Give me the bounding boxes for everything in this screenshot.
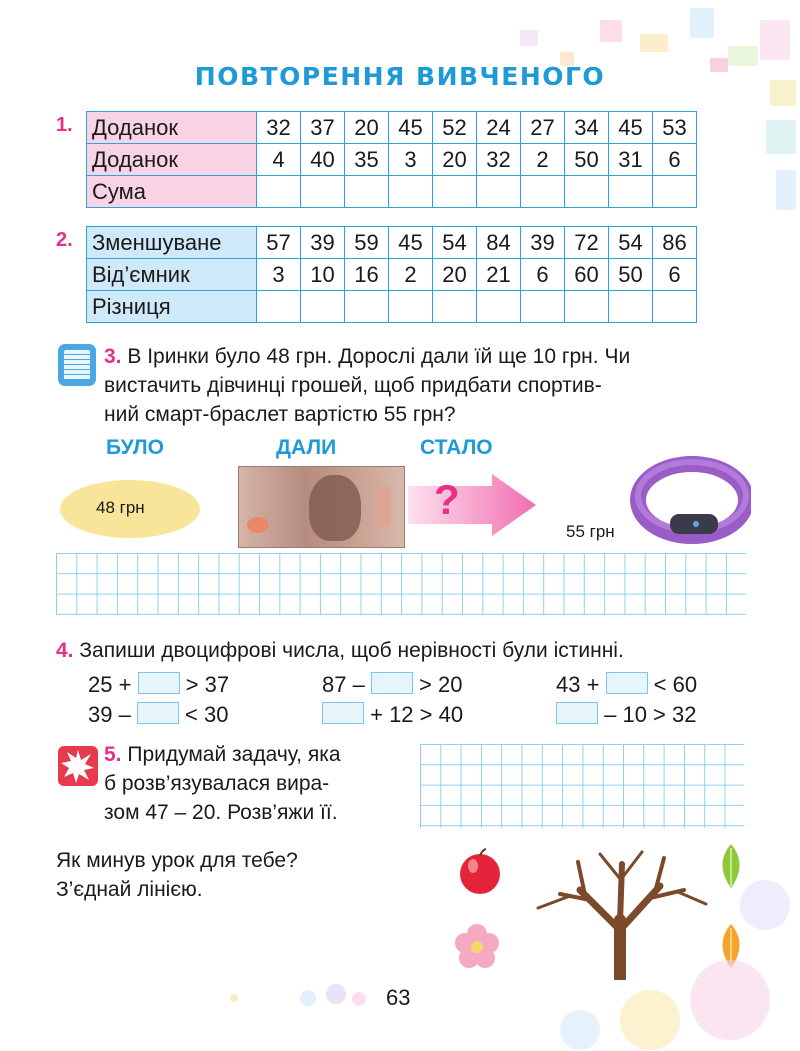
answer-cell[interactable] (257, 176, 301, 208)
table-cell: 86 (653, 227, 697, 259)
table-cell: 34 (565, 112, 609, 144)
table-cell: 24 (477, 112, 521, 144)
inequality-4: 39 – < 30 (88, 702, 229, 727)
flower-icon[interactable] (452, 922, 502, 972)
table-cell: 10 (301, 259, 345, 291)
label-became: СТАЛО (420, 436, 493, 459)
table-cell: 20 (345, 112, 389, 144)
inequality-2: 87 – > 20 (322, 672, 463, 697)
table-cell: 3 (389, 144, 433, 176)
smart-bracelet-image (626, 456, 751, 546)
table-cell: 45 (609, 112, 653, 144)
answer-cell[interactable] (653, 176, 697, 208)
table-cell: 45 (389, 227, 433, 259)
answer-cell[interactable] (653, 291, 697, 323)
green-leaf-icon[interactable] (714, 842, 748, 892)
answer-grid-task5[interactable] (420, 744, 744, 828)
table-cell: 6 (521, 259, 565, 291)
table-cell: 6 (653, 259, 697, 291)
answer-cell[interactable] (389, 176, 433, 208)
table-cell: 2 (389, 259, 433, 291)
task3-number: 3. (104, 345, 122, 368)
task2-number: 2. (56, 229, 73, 251)
table-cell: 32 (477, 144, 521, 176)
star-icon (58, 746, 98, 786)
addition-table (86, 111, 697, 208)
tree-icon[interactable] (530, 850, 710, 980)
price-label: 55 грн (566, 522, 615, 541)
table-cell: 60 (565, 259, 609, 291)
task3-text (104, 342, 754, 429)
label-given: ДАЛИ (276, 436, 337, 459)
table-cell: 39 (521, 227, 565, 259)
task5-text (104, 740, 404, 827)
amount-was-oval (60, 480, 200, 538)
answer-cell[interactable] (521, 291, 565, 323)
row-header: Зменшуване (87, 227, 257, 259)
table-cell: 20 (433, 259, 477, 291)
answer-cell[interactable] (433, 291, 477, 323)
apple-icon[interactable] (456, 846, 506, 896)
answer-cell[interactable] (565, 176, 609, 208)
task4-number: 4. (56, 639, 74, 662)
answer-cell[interactable] (301, 176, 345, 208)
table-row (87, 112, 697, 144)
table-cell: 37 (301, 112, 345, 144)
label-was: БУЛО (106, 436, 164, 459)
task5-number: 5. (104, 743, 122, 766)
row-header: Сума (87, 176, 257, 208)
table-cell: 3 (257, 259, 301, 291)
answer-box[interactable] (138, 672, 180, 694)
table-cell: 50 (565, 144, 609, 176)
page-title: ПОВТОРЕННЯ ВИВЧЕНОГО (194, 62, 606, 91)
answer-box[interactable] (137, 702, 179, 724)
inequality-5: + 12 > 40 (322, 702, 463, 728)
task3-line2: вистачить дівчинці грошей, щоб придбати спортив- (104, 374, 602, 397)
task1-number: 1. (56, 114, 73, 136)
question-mark: ? (434, 476, 460, 523)
task3-line3: ний смарт-браслет вартістю 55 грн? (104, 403, 456, 426)
table-row (87, 176, 697, 208)
reflection-text (56, 846, 298, 904)
answer-cell[interactable] (301, 291, 345, 323)
page-number: 63 (386, 985, 411, 1010)
subtraction-table (86, 226, 697, 323)
answer-cell[interactable] (433, 176, 477, 208)
table-cell: 32 (257, 112, 301, 144)
answer-cell[interactable] (477, 176, 521, 208)
row-header: Доданок (87, 144, 257, 176)
answer-cell[interactable] (345, 176, 389, 208)
answer-box[interactable] (371, 672, 413, 694)
table-cell: 84 (477, 227, 521, 259)
notebook-icon (58, 344, 96, 386)
row-header: Різниця (87, 291, 257, 323)
answer-cell[interactable] (389, 291, 433, 323)
table-row (87, 144, 697, 176)
amount-was: 48 грн (96, 498, 145, 517)
table-cell: 27 (521, 112, 565, 144)
table-cell: 53 (653, 112, 697, 144)
table-cell: 21 (477, 259, 521, 291)
task5-line1: Придумай задачу, яка (121, 743, 341, 766)
table-cell: 54 (433, 227, 477, 259)
table-cell: 2 (521, 144, 565, 176)
table-cell: 4 (257, 144, 301, 176)
reflection-line2: З’єднай лінією. (56, 878, 203, 901)
inequality-3: 43 + < 60 (556, 672, 698, 697)
table-cell: 35 (345, 144, 389, 176)
answer-box[interactable] (322, 702, 364, 724)
task3-line1: В Іринки було 48 грн. Дорослі дали їй ще 10 грн. Чи (121, 345, 631, 368)
table-cell: 52 (433, 112, 477, 144)
banknote-image (238, 466, 405, 548)
table-cell: 20 (433, 144, 477, 176)
answer-cell[interactable] (609, 291, 653, 323)
table-cell: 16 (345, 259, 389, 291)
table-cell: 31 (609, 144, 653, 176)
inequality-6: – 10 > 32 (556, 702, 696, 728)
inequality-1: 25 + > 37 (88, 672, 230, 697)
row-header: Від’ємник (87, 259, 257, 291)
table-cell: 40 (301, 144, 345, 176)
table-cell: 57 (257, 227, 301, 259)
table-cell: 59 (345, 227, 389, 259)
answer-cell[interactable] (565, 291, 609, 323)
table-cell: 50 (609, 259, 653, 291)
answer-box[interactable] (606, 672, 648, 694)
answer-cell[interactable] (345, 291, 389, 323)
table-cell: 6 (653, 144, 697, 176)
reflection-line1: Як минув урок для тебе? (56, 849, 298, 872)
table-cell: 39 (301, 227, 345, 259)
table-row (87, 291, 697, 323)
table-cell: 72 (565, 227, 609, 259)
task5-line2: б розв’язувалася вира- (104, 772, 330, 795)
table-cell: 54 (609, 227, 653, 259)
answer-cell[interactable] (521, 176, 565, 208)
answer-cell[interactable] (257, 291, 301, 323)
table-row (87, 227, 697, 259)
table-row (87, 259, 697, 291)
row-header: Доданок (87, 112, 257, 144)
arrow-icon (408, 474, 538, 536)
answer-cell[interactable] (609, 176, 653, 208)
answer-cell[interactable] (477, 291, 521, 323)
task5-line3: зом 47 – 20. Розв’яжи її. (104, 801, 338, 824)
answer-box[interactable] (556, 702, 598, 724)
answer-grid-task3[interactable] (56, 553, 746, 615)
task4-text (56, 636, 624, 665)
task4-instruction: Запиши двоцифрові числа, щоб нерівності були істинні. (73, 639, 624, 662)
table-cell: 45 (389, 112, 433, 144)
